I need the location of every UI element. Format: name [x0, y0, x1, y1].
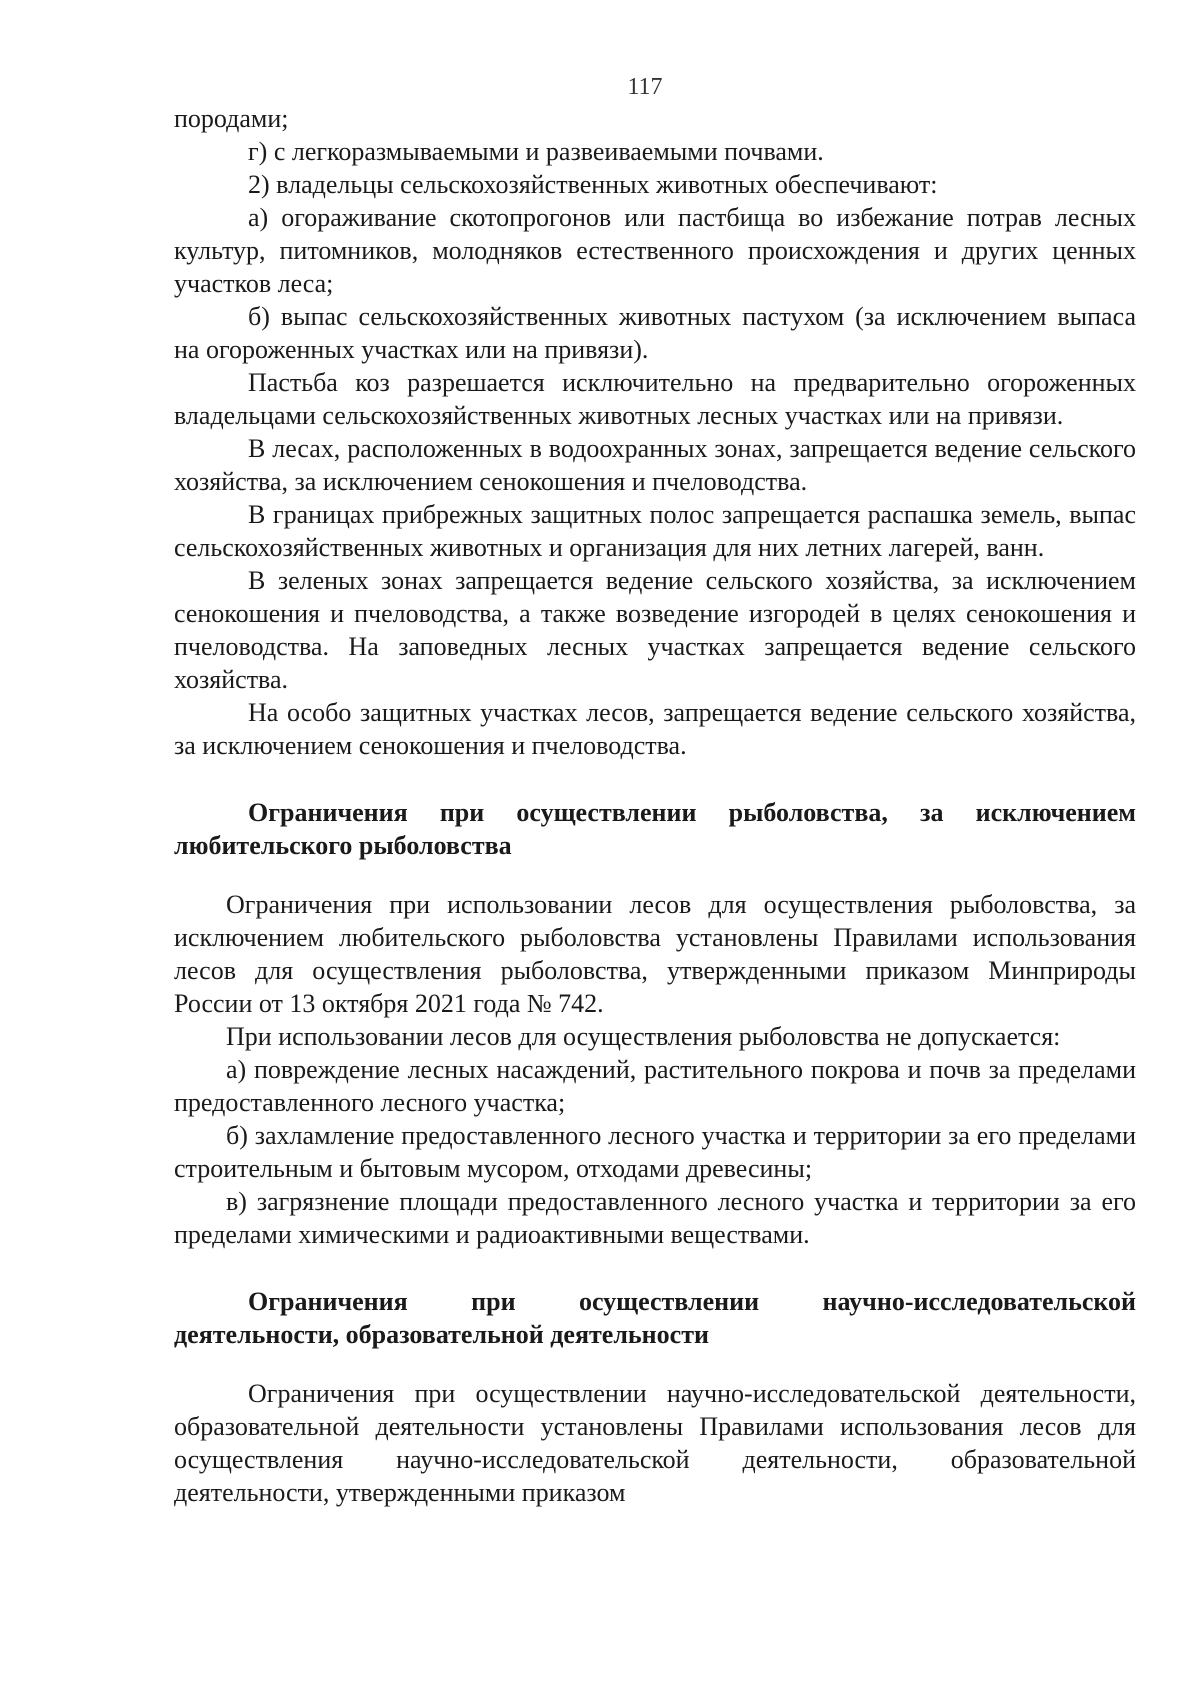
paragraph: При использовании лесов для осуществления рыболовства не допускается: — [226, 1022, 1061, 1051]
section-heading: Ограничения при осуществлении научно-исследовательской деятельности, образовательной деятельности — [174, 1287, 1136, 1349]
paragraph: Ограничения при осуществлении научно-исследовательской деятельности, образовательной деятельности установлены Правилами использования лесов для осуществления научно-исследовательской деятельности, образовательной деятельности, утвержденными приказом — [174, 1379, 1136, 1507]
paragraph: в) загрязнение площади предоставленного лесного участка и территории за его пределами химическими и радиоактивными веществами. — [174, 1187, 1136, 1249]
paragraph: а) повреждение лесных насаждений, растительного покрова и почв за пределами предоставленного лесного участка; — [174, 1055, 1136, 1117]
paragraph: б) захламление предоставленного лесного участка и территории за его пределами строительным и бытовым мусором, отходами древесины; — [174, 1121, 1136, 1183]
document-body — [174, 102, 1136, 1509]
paragraph: г) с легкоразмываемыми и развеиваемыми почвами. — [248, 137, 824, 166]
paragraph: В границах прибрежных защитных полос запрещается распашка земель, выпас сельскохозяйственных животных и организация для них летних лагерей, ванн. — [174, 500, 1136, 562]
paragraph: В зеленых зонах запрещается ведение сельского хозяйства, за исключением сенокошения и пчеловодства, а также возведение изгородей в целях сенокошения и пчеловодства. На заповедных лесных участках запрещается ведение сельского хозяйства. — [174, 566, 1136, 694]
paragraph: а) огораживание скотопрогонов или пастбища во избежание потрав лесных культур, питомников, молодняков естественного происхождения и других ценных участков леса; — [174, 203, 1136, 298]
paragraph: В лесах, расположенных в водоохранных зонах, запрещается ведение сельского хозяйства, за исключением сенокошения и пчеловодства. — [174, 434, 1136, 496]
section-heading: Ограничения при осуществлении рыболовства, за исключением любительского рыболовства — [174, 798, 1136, 860]
paragraph: породами; — [174, 104, 289, 133]
paragraph: б) выпас сельскохозяйственных животных пастухом (за исключением выпаса на огороженных участках или на привязи). — [174, 302, 1136, 364]
page-number: 117 — [627, 74, 663, 100]
paragraph: Ограничения при использовании лесов для осуществления рыболовства, за исключением любительского рыболовства установлены Правилами использования лесов для осуществления рыболовства, утвержденными приказом Минприроды России от 13 октября 2021 года № 742. — [174, 890, 1136, 1018]
paragraph: 2) владельцы сельскохозяйственных животных обеспечивают: — [248, 170, 938, 199]
paragraph: На особо защитных участках лесов, запрещается ведение сельского хозяйства, за исключением сенокошения и пчеловодства. — [174, 698, 1136, 760]
paragraph: Пастьба коз разрешается исключительно на предварительно огороженных владельцами сельскохозяйственных животных лесных участках или на привязи. — [174, 368, 1136, 430]
